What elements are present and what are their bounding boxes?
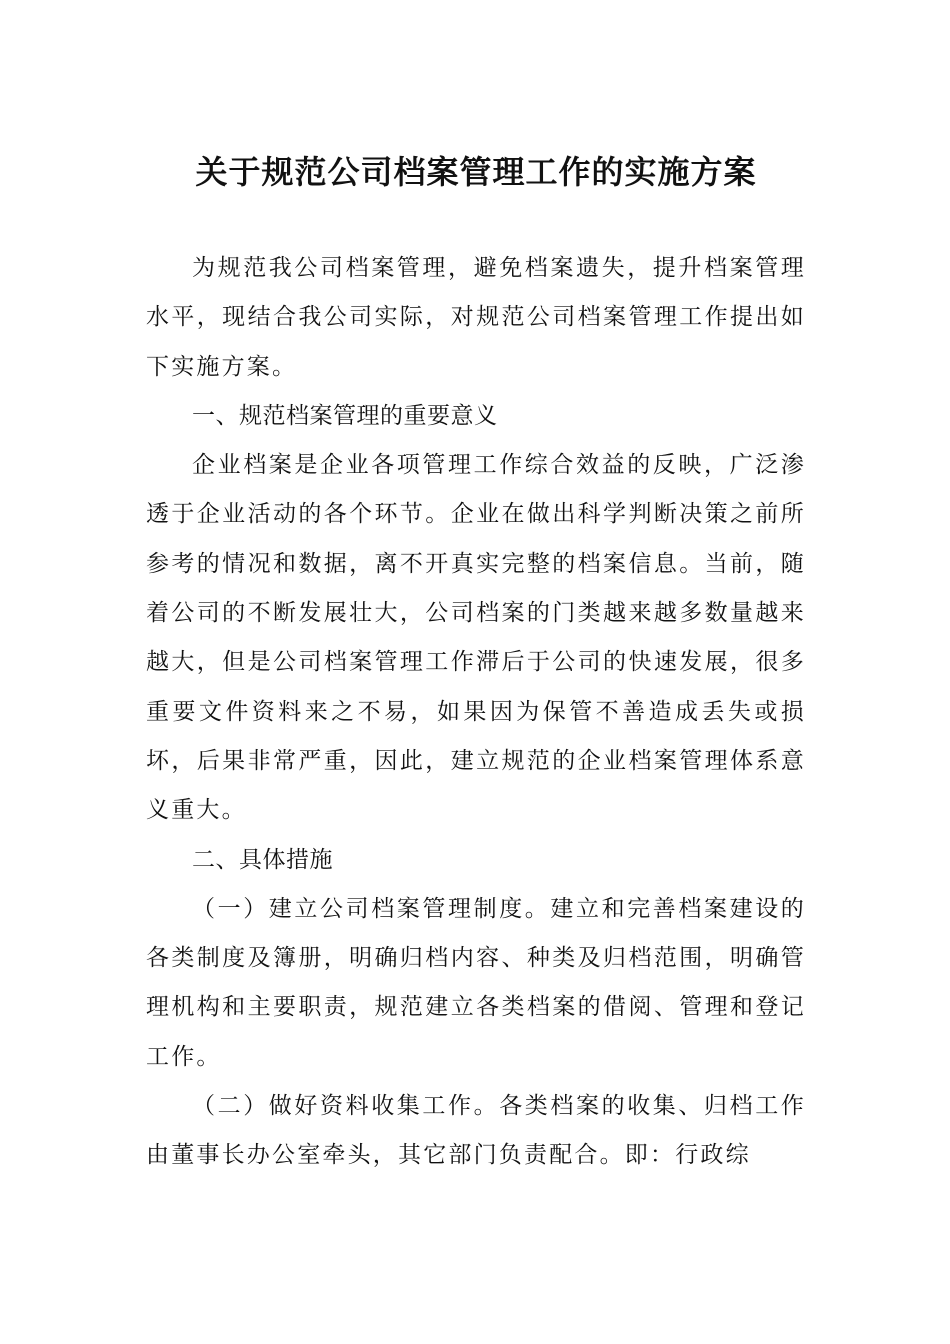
- document-title: 关于规范公司档案管理工作的实施方案: [195, 153, 757, 191]
- document-body: [146, 244, 806, 1181]
- intro-paragraph: 为规范我公司档案管理，避免档案遗失，提升档案管理水平，现结合我公司实际，对规范公司档案管理工作提出如下实施方案。: [146, 255, 806, 380]
- measure-item-2: （二）做好资料收集工作。各类档案的收集、归档工作由董事长办公室牵头，其它部门负责配合。即：行政综: [146, 1093, 806, 1169]
- significance-paragraph: 企业档案是企业各项管理工作综合效益的反映，广泛渗透于企业活动的各个环节。企业在做出科学判断决策之前所参考的情况和数据，离不开真实完整的档案信息。当前，随着公司的不断发展壮大，公司档案的门类越来越多数量越来越大，但是公司档案管理工作滞后于公司的快速发展，很多重要文件资料来之不易，如果因为保管不善造成丢失或损坏，后果非常严重，因此，建立规范的企业档案管理体系意义重大。: [146, 452, 806, 824]
- measure-item-1: （一）建立公司档案管理制度。建立和完善档案建设的各类制度及簿册，明确归档内容、种类及归档范围，明确管理机构和主要职责，规范建立各类档案的借阅、管理和登记工作。: [146, 895, 806, 1070]
- section-heading-measures: 二、具体措施: [192, 846, 333, 873]
- section-heading-significance: 一、规范档案管理的重要意义: [192, 402, 498, 429]
